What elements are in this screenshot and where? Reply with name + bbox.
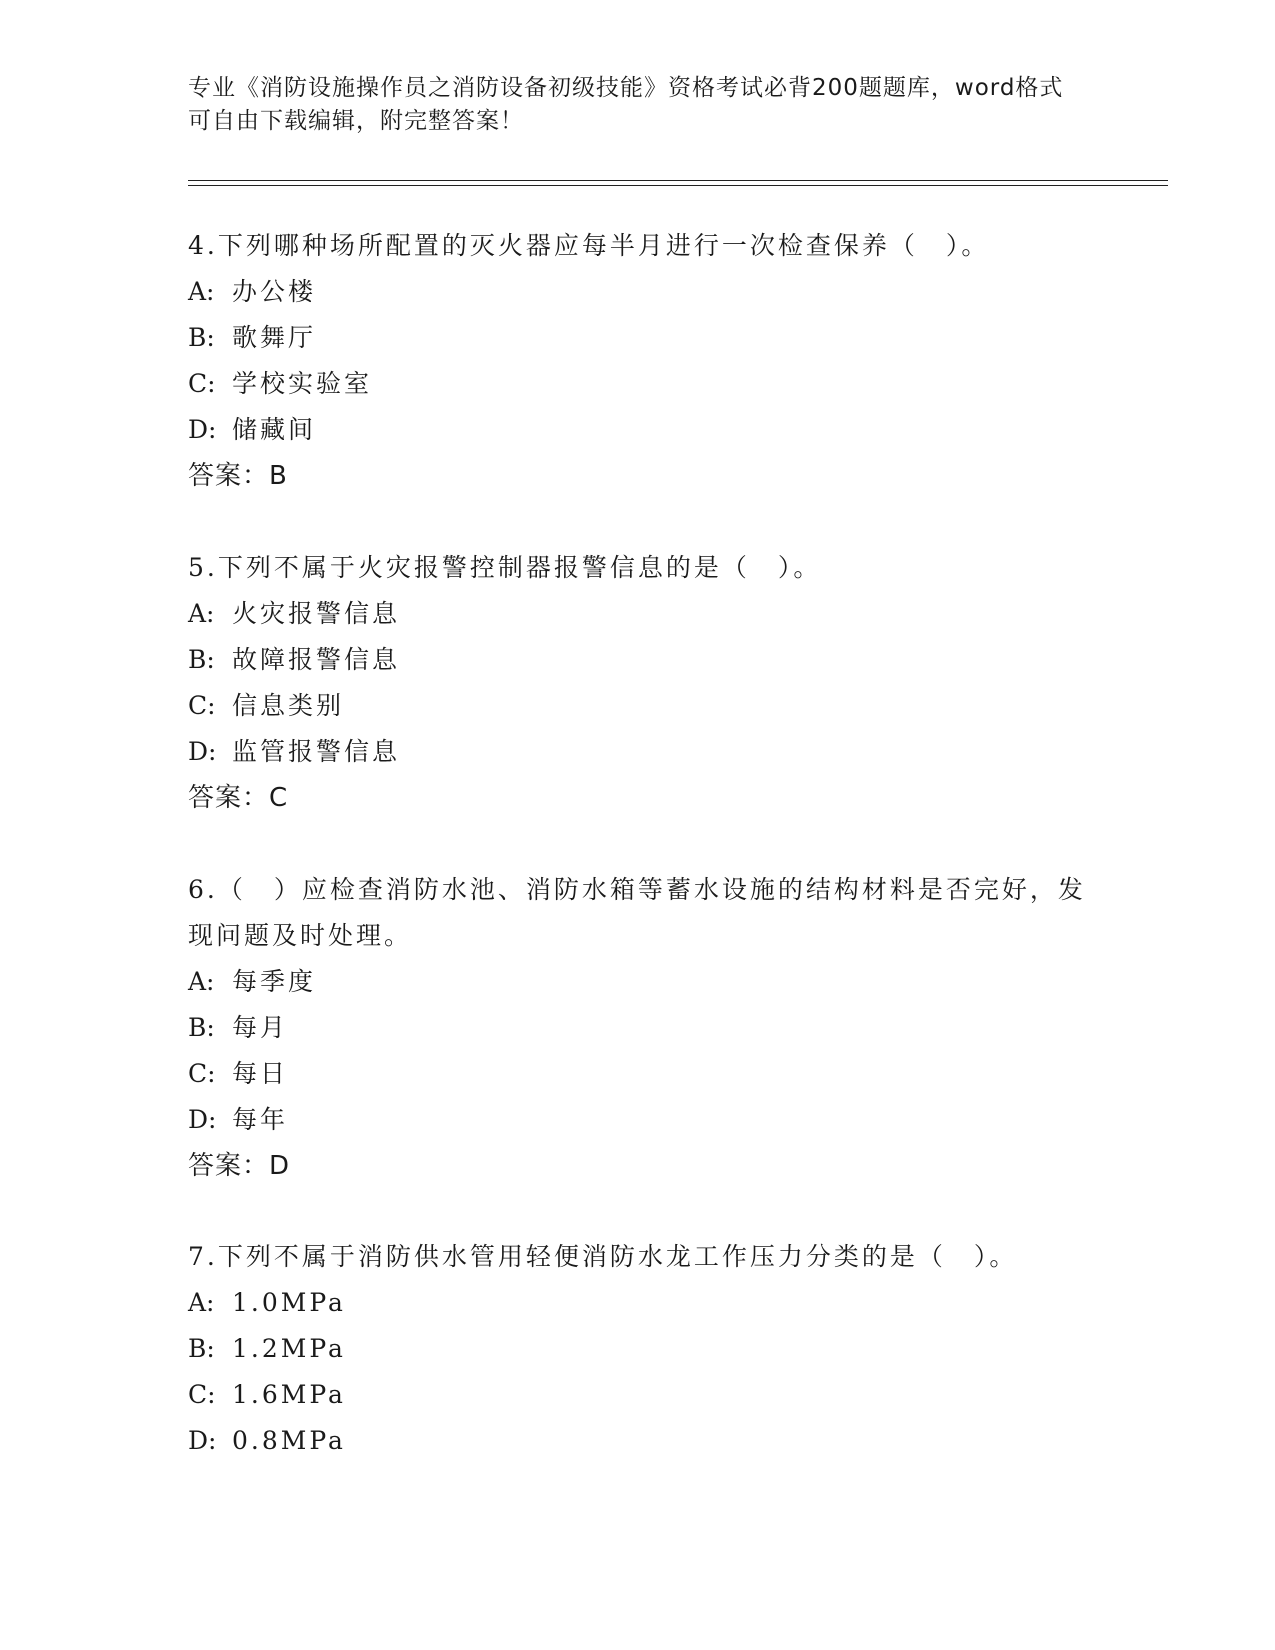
option-c: [188, 1372, 1108, 1418]
option-letter: D:: [188, 1105, 217, 1134]
option-letter: D:: [188, 737, 217, 766]
option-letter: D:: [188, 415, 217, 444]
option-text: 每日: [232, 1059, 289, 1088]
option-b: [188, 1326, 1108, 1372]
question-6: [188, 867, 1108, 1189]
option-letter: B:: [188, 1334, 215, 1363]
header-divider-top: [188, 180, 1168, 181]
document-header: 专业《消防设施操作员之消防设备初级技能》资格考试必背200题题库，word格式可自由下载编辑，附完整答案！: [188, 75, 1064, 134]
option-letter: C:: [188, 1059, 216, 1088]
option-text: 每季度: [232, 967, 317, 996]
option-letter: A:: [188, 967, 215, 996]
option-text: 信息类别: [232, 691, 345, 720]
question-7: [188, 1234, 1108, 1464]
option-a: [188, 269, 1108, 315]
option-text: 歌舞厅: [232, 323, 317, 352]
option-text: 0.8MPa: [232, 1426, 346, 1455]
option-b: [188, 637, 1108, 683]
option-text: 储藏间: [232, 415, 317, 444]
option-letter: C:: [188, 1380, 216, 1409]
option-a: [188, 1280, 1108, 1326]
question-5: [188, 545, 1108, 821]
option-d: [188, 729, 1108, 775]
option-letter: A:: [188, 1288, 215, 1317]
option-text: 1.6MPa: [232, 1380, 346, 1409]
option-text: 学校实验室: [232, 369, 373, 398]
option-c: [188, 683, 1108, 729]
question-stem: 7.下列不属于消防供水管用轻便消防水龙工作压力分类的是（ ）。: [188, 1242, 1018, 1271]
option-text: 1.0MPa: [232, 1288, 346, 1317]
option-text: 监管报警信息: [232, 737, 401, 766]
header-divider-bottom: [188, 185, 1168, 186]
question-stem: 6.（ ）应检查消防水池、消防水箱等蓄水设施的结构材料是否完好，发现问题及时处理。: [188, 875, 1086, 950]
option-letter: A:: [188, 277, 215, 306]
option-a: [188, 959, 1108, 1005]
option-letter: B:: [188, 1013, 215, 1042]
option-c: [188, 1051, 1108, 1097]
answer-line: 答案：C: [188, 783, 289, 813]
option-letter: B:: [188, 323, 215, 352]
option-letter: B:: [188, 645, 215, 674]
question-4: [188, 223, 1108, 499]
answer-line: 答案：D: [188, 1151, 291, 1181]
option-text: 1.2MPa: [232, 1334, 346, 1363]
option-letter: C:: [188, 691, 216, 720]
option-text: 故障报警信息: [232, 645, 401, 674]
option-d: [188, 407, 1108, 453]
option-letter: A:: [188, 599, 215, 628]
option-d: [188, 1418, 1108, 1464]
question-stem: 4.下列哪种场所配置的灭火器应每半月进行一次检查保养（ ）。: [188, 231, 990, 260]
option-b: [188, 1005, 1108, 1051]
option-text: 每年: [232, 1105, 289, 1134]
option-a: [188, 591, 1108, 637]
option-letter: D:: [188, 1426, 217, 1455]
question-stem: 5.下列不属于火灾报警控制器报警信息的是（ ）。: [188, 553, 822, 582]
option-b: [188, 315, 1108, 361]
option-text: 办公楼: [232, 277, 317, 306]
option-text: 每月: [232, 1013, 289, 1042]
option-letter: C:: [188, 369, 216, 398]
answer-line: 答案：B: [188, 461, 288, 491]
option-d: [188, 1097, 1108, 1143]
option-c: [188, 361, 1108, 407]
option-text: 火灾报警信息: [232, 599, 401, 628]
